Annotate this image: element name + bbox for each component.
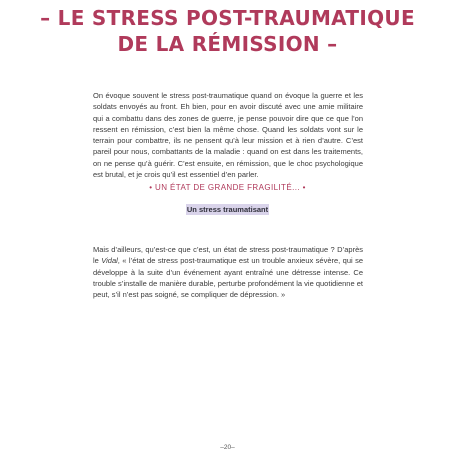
definition-text-after: , « l’état de stress post-traumatique est un trouble anxieux sévère, qui se développe à la suite d’un événement ayant entraîné une détresse intense. Ce trouble s’installe de manière durable, perturbe profondément la vie quotidienne et peut, s’il n’est pas soigné, se compliquer de dépression. » xyxy=(93,256,363,300)
section-heading: • UN ÉTAT DE GRANDE FRAGILITÉ... • xyxy=(149,183,306,192)
definition-text-before: Mais d’ailleurs, qu’est-ce que c’est, un état de stress post-traumatique ? D’après le xyxy=(93,245,363,266)
subheading-highlighted: Un stress traumatisant xyxy=(186,205,269,214)
chapter-title-line-1: – LE STRESS POST-TRAUMATIQUE xyxy=(40,6,415,30)
definition-paragraph xyxy=(93,244,363,300)
page-number: –20– xyxy=(220,444,235,451)
vidal-reference: Vidal xyxy=(101,256,118,266)
intro-paragraph: On évoque souvent le stress post-traumatique quand on évoque la guerre et les soldats envoyés au front. Eh bien, pour en avoir discuté avec une amie militaire qui a combattu dans des zones de guerre, je pense pouvoir dire que ce que l’on ressent en rémission, c’est bien la même chose. Quand les soldats vont sur le terrain pour combattre, ils ne pensent qu’à leur mission et à rien d’autre. C’est pareil pour nous, combattants de la maladie : quand on est dans les traitements, on ne pense qu’à guérir. C’est ensuite, en rémission, que le choc psychologique est brutal, et je crois qu’il est essentiel d’en parler. xyxy=(93,91,363,180)
chapter-title-line-2: DE LA RÉMISSION – xyxy=(117,32,338,56)
